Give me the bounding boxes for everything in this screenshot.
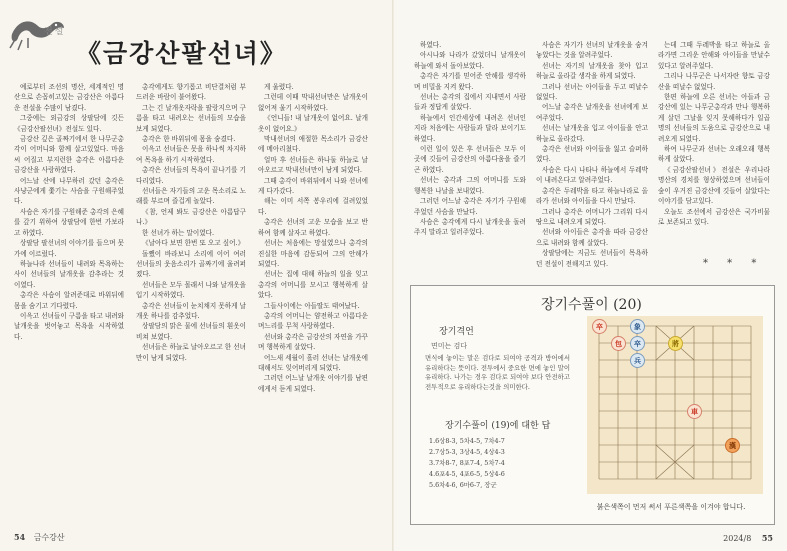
paragraph: 그는 긴 날개옷자락을 팔랑지으며 구름을 타고 내려오는 선녀들의 모습을 보게 되였다. — [136, 103, 246, 133]
solution-line: 5.6차4-6, 6마6-7, 장군 — [429, 481, 497, 489]
paragraph: 상팔담에는 지금도 선녀들이 목욕하던 전설이 전해지고 있다. — [536, 249, 648, 268]
solution-line: 4.6포4-5, 4포6-5, 5상4-6 — [429, 470, 505, 478]
solution-line: 2.7상5-3, 3상4-5, 4상4-3 — [429, 448, 505, 456]
paragraph: 총각은 선녀들의 목욕이 끝나기를 기다리였다. — [136, 166, 246, 185]
paragraph: 그중에는 외금강의 상팔담에 깃든 《금강산팔선녀》전설도 있다. — [14, 114, 124, 133]
paragraph: 얼마 후 선녀들은 하나둘 하늘로 날아오르고 막내선녀만이 남게 되였다. — [258, 155, 368, 175]
paragraph: 《날아다 보면 한번 또 오고 싶어.》 — [142, 239, 245, 248]
paragraph: 사슴은 총각에게 다시 날개옷을 돌려주지 말라고 일러주었다. — [414, 217, 526, 237]
janggi-piece: 卒 — [592, 319, 607, 334]
paragraph: 하였다. — [420, 41, 442, 49]
issue-date: 2024/8 — [723, 534, 752, 543]
solution-heading: 장기수풀이 (19)에 대한 답 — [445, 421, 551, 431]
paragraph: 그러나 선녀는 아이들을 두고 떠날수 없었다. — [536, 82, 648, 102]
janggi-piece: 漢 — [725, 438, 740, 453]
janggi-description: 면식에 놓이는 말은 검다로 되여야 공격과 방어에서 유리하다는 뜻이다. 전투에서 중요한 면에 놓인 말이 유리하다. 나가는 경우 검다로 되여야 보다 안전하고 전투적으로 유리하다는것을 의미한다. — [425, 354, 570, 391]
paragraph: 하늘나라 선녀들이 내려와 목욕하는 사이 선녀들의 날개옷을 감추라는 것이였다. — [14, 259, 124, 289]
paragraph: 총각은 선녀들이 눈치채지 못하게 날개옷 하나를 감추었다. — [136, 301, 246, 320]
paragraph: 그리나 나무군은 나서자란 향토 금강산을 떠날수 없었다. — [658, 72, 770, 91]
paragraph: 선녀와 총각은 금강산의 자연을 가꾸며 행복하게 살았다. — [258, 332, 368, 352]
solution-line: 1.6상8-3, 5차4-5, 7차4-7 — [429, 437, 505, 445]
paragraph: 총각에게도 향기롭고 비단결처럼 부드러운 바람이 불어왔다. — [136, 83, 246, 102]
paragraph: 선녀들은 자기들의 고운 목소리로 노래를 부르며 즐겁게 놀았다. — [136, 187, 246, 206]
right-column-3 — [658, 40, 770, 252]
left-page — [0, 0, 393, 551]
paragraph: 상팔담 팔선녀의 이야기를 들으며 못가에 이르렀다. — [14, 239, 124, 258]
paragraph: 는데 그때 두레박을 타고 하늘로 올라가면 그리운 안해와 아이들을 만날수 있다고 알려주었다. — [658, 41, 770, 70]
article-title: 《금강산팔선녀》 — [76, 39, 287, 68]
page-number: 54 — [14, 532, 26, 542]
paragraph: 어느날 산에 나무하러 갔던 총각은 사냥군에게 쫓기는 사슴을 구원해주었다. — [14, 176, 124, 206]
left-footer — [14, 532, 65, 543]
paragraph: 어느날 총각은 날개옷을 선녀에게 보여주었다. — [536, 103, 648, 122]
paragraph: 사슴은 자기가 선녀의 날개옷을 숨겨놓았다는 것을 알려주었다. — [536, 41, 648, 60]
janggi-piece: 包 — [611, 336, 626, 351]
left-column-1 — [14, 82, 124, 522]
paragraph: 상팔담의 맑은 물에 선녀들의 흰옷이 비쳐 보였다. — [136, 322, 246, 341]
janggi-piece: 車 — [687, 404, 702, 419]
paragraph: 총각은 사슴이 알려준대로 바위뒤에 몸을 숨기고 기다렸다. — [14, 291, 124, 310]
janggi-board — [587, 316, 763, 494]
paragraph: 《참, 언제 봐도 금강산은 아름답구나.》 — [136, 207, 246, 227]
paragraph: 선녀는 처음에는 망설였으나 총각의 진실한 마음에 감동되여 그의 안해가 되였다. — [258, 239, 368, 268]
janggi-piece: 象 — [630, 319, 645, 334]
paragraph: 금강산 깊은 골짜기에서 한 나무군총각이 어머니와 함께 살고있었다. 마음씨 어질고 부지런한 총각은 아름다운 금강산을 사랑하였다. — [14, 135, 124, 175]
paragraph: 선녀는 총각의 집에서 지내면서 사람들과 정답게 살았다. — [414, 93, 526, 112]
paragraph: 막내선녀의 애절한 목소리가 금강산에 메아리쳤다. — [258, 135, 368, 154]
paragraph: 이윽고 선녀들이 구름을 타고 내려와 날개옷을 벗어놓고 목욕을 시작하였다. — [14, 311, 124, 341]
paragraph: 오늘도 조선에서 금강산은 국가비물로 보존되고 있다. — [658, 207, 770, 226]
solution-line: 3.7차8-7, 8포7-4, 5차7-4 — [429, 459, 505, 467]
left-column-2 — [136, 82, 246, 522]
janggi-piece: 兵 — [630, 353, 645, 368]
paragraph: 총각은 선녀의 고운 모습을 보고 반하여 함께 살자고 하였다. — [258, 218, 368, 237]
paragraph: 그러던 어느날 총각은 자기가 구원해주었던 사슴을 만났다. — [414, 197, 526, 216]
paragraph: 돌쨌이 바라보니 소리에 이어 여러 선녀들의 웃음소리가 골짜기에 울려퍼졌다. — [136, 249, 246, 279]
right-column-2 — [536, 40, 648, 276]
paragraph: 선녀는 총각과 그의 어머니를 도와 행복한 나날을 보내였다. — [414, 176, 526, 195]
paragraph: 아시나와 나라가 갔었더니 날개옷이 하늘에 와서 돌아보았다. — [414, 51, 526, 70]
paragraph: 총각은 선녀와 아이들을 잃고 슬퍼하였다. — [536, 145, 648, 164]
paragraph: 이윽고 선녀들은 못을 하나씩 차지하여 목욕을 하기 시작하였다. — [136, 145, 246, 164]
end-mark: * * * — [703, 258, 765, 269]
paragraph: 하늘에서 인간세상에 내려온 선녀인지라 처음에는 사람들과 달라 보이기도 하였다. — [414, 113, 526, 143]
janggi-title: 장기수풀이 (20) — [541, 297, 642, 313]
paragraph: 이런 일이 있은 후 선녀들은 모두 이곳에 깃들어 금강산의 아름다움을 즐기곤 하였다. — [414, 145, 526, 174]
paragraph: 그러나 총각은 어머니가 그리워 다시 땅으로 내려오게 되였다. — [536, 207, 648, 226]
category-label: 전설 — [44, 27, 66, 37]
paragraph: 《언니들! 내 날개옷이 없어요. 날개옷이 없어요.》 — [258, 114, 368, 133]
magazine-name: 금수강산 — [33, 533, 65, 542]
paragraph: 해는 이미 서쪽 봉우리에 걸려있었다. — [258, 197, 368, 216]
left-column-3 — [258, 82, 368, 522]
paragraph: 그때 총각이 바위뒤에서 나와 선녀에게 다가갔다. — [258, 176, 368, 196]
paragraph: 선녀는 집에 대해 하늘의 일을 잊고 총각의 어머니를 모시고 행복하게 살았다. — [258, 270, 368, 300]
paragraph: 그런데 이때 막내선녀만은 날개옷이 없어져 울기 시작하였다. — [258, 93, 368, 112]
paragraph: 총각의 어머니는 얌전하고 아름다운 며느리를 무척 사랑하였다. — [258, 311, 368, 331]
paragraph: 총각은 한 바위뒤에 몸을 숨겼다. — [142, 135, 236, 144]
paragraph: 총각은 두레박을 타고 하늘나라로 올라가 선녀와 아이들을 다시 만났다. — [536, 186, 648, 206]
paragraph: 그들사이에는 아들딸도 태여났다. — [264, 301, 360, 310]
paragraph: 《금강산팔선녀》전설은 우리나라 명산의 경치를 형상하였으며 선녀들이 숲이 우거진 금강산에 깃들어 살았다는 이야기를 담고있다. — [658, 165, 770, 206]
puzzle-caption: 붉은색쪽이 먼저 써서 푸른색쪽을 이겨야 합니다. — [596, 503, 746, 511]
paragraph: 한 선녀가 하는 말이였다. — [142, 228, 215, 237]
paragraph: 사슴은 자기를 구원해준 총각의 은혜를 갚기 위하여 상팔담에 한번 가보라고 하였다. — [14, 207, 124, 237]
paragraph: 선녀와 아이들은 총각을 따라 금강산으로 내려와 함께 살았다. — [536, 228, 648, 247]
janggi-piece: 將 — [668, 336, 683, 351]
janggi-proverb-heading: 장기격언 — [439, 327, 474, 337]
paragraph: 예로부터 조선의 명산, 세계적인 명산으로 손꼽히고있는 금강산은 아름다운 전설을 수많이 남겼다. — [14, 83, 124, 112]
paragraph: 선녀들은 하늘로 날아오르고 한 선녀만이 남게 되였다. — [136, 343, 246, 362]
janggi-piece: 卒 — [630, 336, 645, 351]
paragraph: 어느새 세월이 흘러 선녀는 날개옷에 대해서도 잊어버리게 되였다. — [258, 353, 368, 372]
janggi-proverb: 면미는 검다 — [431, 342, 468, 350]
right-column-1 — [414, 40, 526, 276]
paragraph: 게 울렸다. — [264, 83, 294, 91]
paragraph: 선녀는 자기의 날개옷을 찾아 입고 하늘로 올라갈 생각을 하게 되였다. — [536, 61, 648, 81]
paragraph: 하여 나무군과 선녀는 오래오래 행복하게 살았다. — [658, 145, 770, 164]
paragraph: 선녀들은 모두 몰래서 나와 날개옷을 입기 시작하였다. — [136, 280, 246, 300]
paragraph: 사슴은 다시 나타나 하늘에서 두레박이 내려온다고 알려주었다. — [536, 165, 648, 185]
paragraph: 한편 하늘에 오른 선녀는 아들과 금강산에 있는 나무군총각과 만나 행복하게 살던 그날을 잊지 못해하다가 일곱명의 선녀들의 도움으로 금강산으로 내려오게 되였다. — [658, 93, 770, 143]
paragraph: 총각은 자기를 믿어준 안해를 생각하며 비밀을 지켜 왔다. — [414, 72, 526, 91]
janggi-puzzle-box — [410, 285, 775, 525]
paragraph: 그러던 어느날 날개옷 이야기를 남편에게서 듣게 되였다. — [258, 374, 368, 393]
paragraph: 선녀는 날개옷을 입고 아이들을 안고 하늘로 올라갔다. — [536, 124, 648, 143]
page-number-right: 55 — [761, 533, 773, 543]
solution-list — [429, 436, 579, 491]
right-footer — [723, 533, 773, 543]
